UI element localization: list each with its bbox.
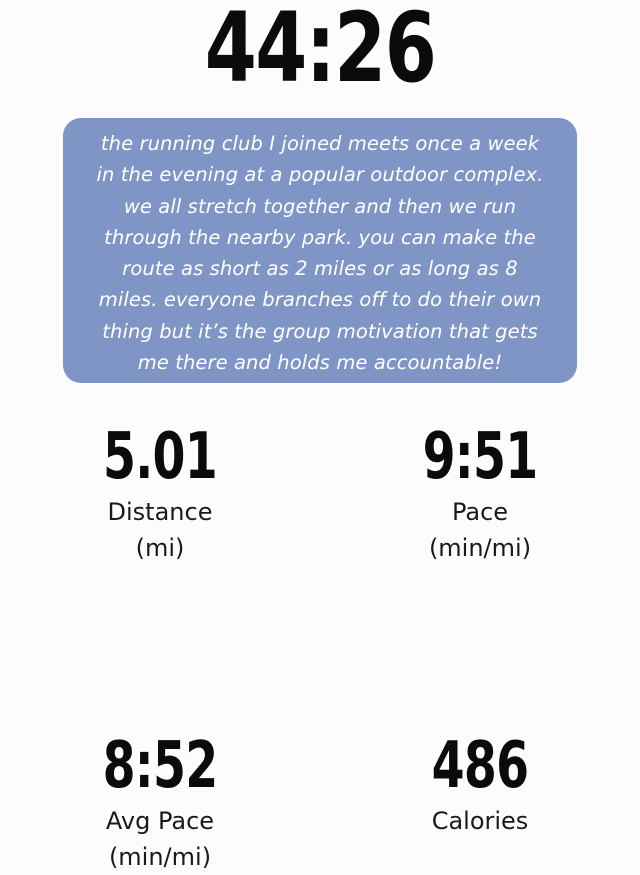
description-line: we all stretch together and then we run — [123, 194, 517, 218]
description-line: route as short as 2 miles or as long as 8 — [122, 257, 518, 281]
stat-calories — [320, 731, 640, 839]
description-line: thing but it’s the group motivation that gets — [102, 319, 538, 343]
distance-label: Distance — [107, 498, 213, 526]
distance-unit: (mi) — [135, 534, 185, 562]
distance-value: 5.01 — [103, 420, 217, 494]
stat-avg-pace — [0, 731, 320, 875]
description-line: through the nearby park. you can make the — [104, 225, 536, 249]
avg-pace-value: 8:52 — [102, 729, 218, 803]
description-line: me there and holds me accountable! — [137, 351, 503, 375]
calories-value: 486 — [431, 729, 529, 803]
avg-pace-label: Avg Pace — [105, 807, 215, 835]
stat-distance — [0, 422, 320, 566]
pace-label: Pace — [451, 498, 509, 526]
pace-unit: (min/mi) — [428, 534, 532, 562]
description-card — [63, 118, 577, 383]
description-line: in the evening at a popular outdoor complex. — [96, 163, 544, 187]
description-line: the running club I joined meets once a week — [100, 132, 540, 155]
description-line: miles. everyone branches off to do their own — [98, 288, 542, 312]
calories-label: Calories — [431, 807, 529, 835]
avg-pace-unit: (min/mi) — [108, 843, 212, 871]
total-time: 44:26 — [204, 0, 436, 104]
pace-value: 9:51 — [422, 420, 538, 494]
stat-pace — [320, 422, 640, 566]
